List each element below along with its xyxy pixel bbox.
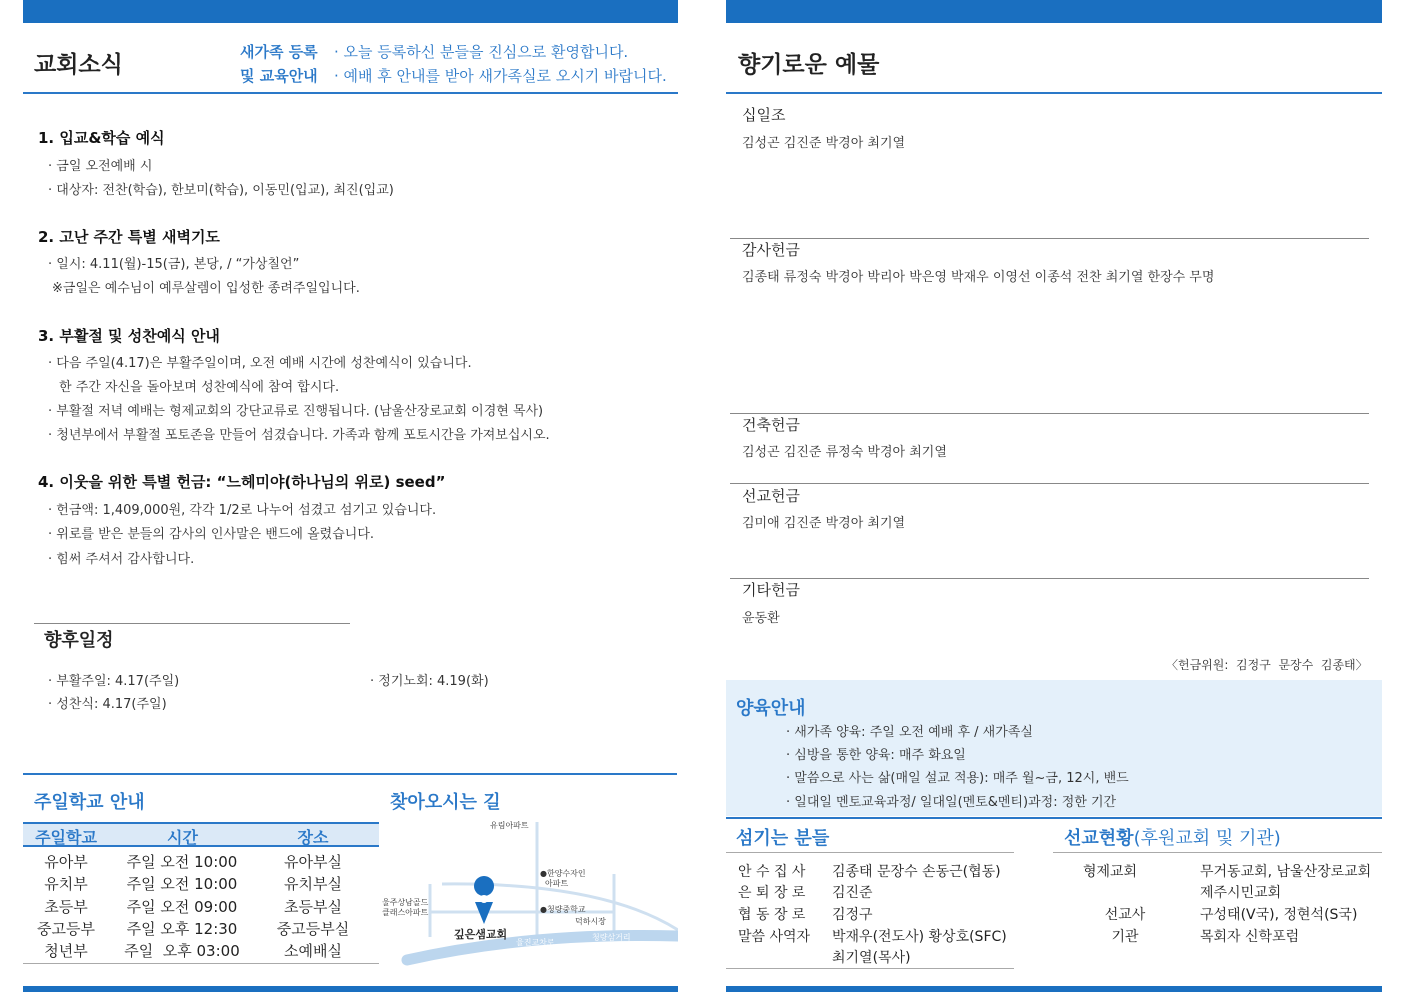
news-line: · 일시: 4.11(월)-15(금), 본당, / “가상칠언” <box>48 257 300 272</box>
top-bar-right <box>726 0 1382 23</box>
mission-value: 목회자 신학포럼 <box>1200 929 1300 945</box>
offering-names: 김종태 류정숙 박경아 박리아 박은영 박재우 이영선 이종석 전찬 최기열 한장수 무명 <box>742 270 1215 285</box>
news-line: · 다음 주일(4.17)은 부활주일이며, 오전 예배 시간에 성찬예식이 있습니다. <box>48 356 472 371</box>
sunday-school-table-bottom <box>23 963 379 964</box>
map-label: 유림아파트 <box>490 821 529 830</box>
nurture-line: · 심방을 통한 양육: 매주 화요일 <box>786 748 966 763</box>
table-cell: 유치부 <box>44 875 88 893</box>
offerings-header-rule <box>726 92 1382 94</box>
table-cell: 청년부 <box>44 942 88 960</box>
table-cell: 주일 오전 09:00 <box>126 898 238 916</box>
nurture-title: 양육안내 <box>736 698 806 719</box>
news-line: · 부활절 저녁 예배는 형제교회의 강단교류로 진행됩니다. (남울산장로교회 이경현 목사) <box>48 404 544 419</box>
map-label: 덕하시장 <box>575 917 606 926</box>
news-title-1: 1. 입교&학습 예식 <box>38 129 165 147</box>
map-label: 율진교차로 <box>516 938 555 947</box>
server-role: 말씀 사역자 <box>738 929 811 945</box>
server-names: 김종태 문장수 손동근(협동) <box>832 864 1001 880</box>
sunday-school-title: 주일학교 안내 <box>34 792 145 813</box>
offering-names: 윤동환 <box>742 611 780 626</box>
offering-label: 감사헌금 <box>742 241 800 259</box>
table-cell: 주일 오전 10:00 <box>126 875 238 893</box>
schedule-title: 향후일정 <box>44 630 114 651</box>
schedule-rule <box>34 623 350 624</box>
newcomer-label-2: 및 교육안내 <box>240 67 318 85</box>
directions-title: 찾아오시는 길 <box>390 792 501 813</box>
sunday-school-header: 장소 <box>297 828 329 847</box>
directions-map <box>382 812 678 970</box>
news-title-4: 4. 이웃을 위한 특별 헌금: “느헤미야(하나님의 위로) seed” <box>38 473 446 491</box>
news-title-2: 2. 고난 주간 특별 새벽기도 <box>38 228 220 246</box>
bottom-bar-right <box>726 986 1382 992</box>
table-cell: 중고등부 <box>37 920 95 938</box>
offering-label: 선교헌금 <box>742 487 800 505</box>
news-line: ※금일은 예수님이 예루살렘이 입성한 종려주일입니다. <box>52 281 360 296</box>
table-cell: 유아부 <box>44 853 88 871</box>
server-names: 김진준 <box>832 885 873 901</box>
offerings-title: 향기로운 예물 <box>738 52 880 78</box>
newcomer-line-1: · 오늘 등록하신 분들을 진심으로 환영합니다. <box>334 43 629 61</box>
servers-rule <box>726 852 1014 853</box>
mission-label: 형제교회 <box>1082 864 1138 880</box>
news-line: · 금일 오전예배 시 <box>48 159 153 174</box>
servers-bottom-rule <box>726 968 1014 969</box>
table-cell: 유치부실 <box>284 875 342 893</box>
offering-rule <box>730 238 1369 239</box>
mission-label: 선교사 <box>1104 907 1146 923</box>
bottom-bar-left <box>23 986 678 992</box>
sunday-school-header: 시간 <box>167 828 198 847</box>
server-names: 최기열(목사) <box>832 950 911 966</box>
news-line: 한 주간 자신을 돌아보며 성찬예식에 참여 합시다. <box>59 380 340 395</box>
server-role: 안 수 집 사 <box>738 864 806 880</box>
nurture-line: · 일대일 멘토교육과정/ 일대일(멘토&멘티)과정: 정한 기간 <box>786 795 1117 810</box>
mission-label: 기관 <box>1111 929 1139 945</box>
map-label-church: 깊은샘교회 <box>454 928 508 941</box>
top-bar-left <box>23 0 678 23</box>
offering-names: 김성곤 김진준 박경아 최기열 <box>742 136 906 151</box>
server-names: 박재우(전도사) 황상호(SFC) <box>832 929 1007 945</box>
offering-committee: 〈헌금위원: 김정구 문장수 김종태〉 <box>1166 658 1368 672</box>
servers-top-rule <box>726 817 1382 819</box>
church-location-pin-icon <box>474 876 494 896</box>
offering-names: 김미애 김진준 박경아 최기열 <box>742 516 906 531</box>
table-cell: 주일 오후 12:30 <box>126 920 238 938</box>
mission-value: 무거동교회, 남울산장로교회 <box>1200 864 1372 880</box>
mission-value: 제주시민교회 <box>1200 885 1282 901</box>
map-label: 아파트 <box>545 879 569 888</box>
news-line: · 청년부에서 부활절 포토존을 만들어 섬겼습니다. 가족과 함께 포토시간을 가져보십시오. <box>48 428 550 443</box>
sunday-school-header: 주일학교 <box>35 828 97 847</box>
map-label: 청량삼거리 <box>592 933 631 942</box>
map-label: ●한양수자인 <box>540 869 586 878</box>
mission-rule <box>1053 852 1382 853</box>
schedule-item: · 성찬식: 4.17(주일) <box>48 697 167 712</box>
server-role: 은 퇴 장 로 <box>738 885 806 901</box>
newcomer-label <box>240 40 318 88</box>
offering-label: 십일조 <box>742 106 786 124</box>
schedule-item: · 정기노회: 4.19(화) <box>370 674 489 689</box>
church-news-title: 교회소식 <box>34 52 123 78</box>
offering-rule <box>730 578 1369 579</box>
mission-title-sub: (후원교회 및 기관) <box>1133 828 1281 849</box>
news-line: · 대상자: 전찬(학습), 한보미(학습), 이동민(입교), 최진(입교) <box>48 183 394 198</box>
offering-label: 건축헌금 <box>742 416 800 434</box>
offering-label: 기타헌금 <box>742 581 800 599</box>
table-cell: 소예배실 <box>284 942 342 960</box>
map-label: 클래스아파트 <box>382 908 429 917</box>
newcomer-line-2: · 예배 후 안내를 받아 새가족실로 오시기 바랍니다. <box>334 67 667 85</box>
table-cell: 중고등부실 <box>276 920 350 938</box>
news-line: · 힘써 주셔서 감사합니다. <box>48 552 195 567</box>
mission-title-main: 선교현황 <box>1064 828 1134 849</box>
table-cell: 유아부실 <box>284 853 342 871</box>
newcomer-text <box>334 40 667 88</box>
table-cell: 주일 오후 03:00 <box>124 942 240 960</box>
server-role: 협 동 장 로 <box>738 907 806 923</box>
nurture-line: · 새가족 양육: 주일 오전 예배 후 / 새가족실 <box>786 725 1033 740</box>
offering-rule <box>730 413 1369 414</box>
mission-value: 구성태(V국), 정현석(S국) <box>1200 907 1358 923</box>
news-line: · 위로를 받은 분들의 감사의 인사말은 밴드에 올렸습니다. <box>48 527 375 542</box>
offering-names: 김성곤 김진준 류정숙 박경아 최기열 <box>742 445 947 460</box>
bottom-section-rule <box>23 773 677 775</box>
nurture-line: · 말씀으로 사는 삶(매일 설교 적용): 매주 월~금, 12시, 밴드 <box>786 771 1129 786</box>
map-label: ●청량중학교 <box>540 905 586 914</box>
news-header-rule <box>23 92 678 94</box>
offering-rule <box>730 483 1369 484</box>
table-cell: 초등부 <box>44 898 88 916</box>
news-title-3: 3. 부활절 및 성찬예식 안내 <box>38 327 220 345</box>
servers-title: 섬기는 분들 <box>736 828 830 849</box>
map-label: 울주상남골드 <box>382 898 429 907</box>
server-names: 김정구 <box>832 907 873 923</box>
news-line: · 헌금액: 1,409,000원, 각각 1/2로 나누어 섬겼고 섬기고 있습니다. <box>48 503 437 518</box>
mission-title <box>1064 824 1281 850</box>
newcomer-label-1: 새가족 등록 <box>240 43 318 61</box>
table-cell: 초등부실 <box>284 898 342 916</box>
table-cell: 주일 오전 10:00 <box>126 853 238 871</box>
schedule-item: · 부활주일: 4.17(주일) <box>48 674 180 689</box>
